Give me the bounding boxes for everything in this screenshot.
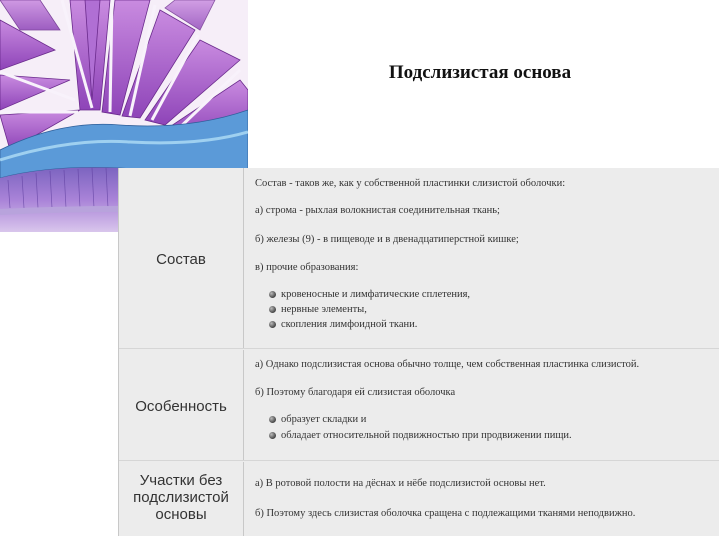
row-label-feature: Особенность (135, 398, 227, 415)
table-row-composition (119, 168, 719, 349)
row-label-line: Участки без (139, 472, 223, 489)
bullet-text: образует складки и (281, 414, 367, 425)
row-text-line: Состав - таков же, как у собственной пластинки слизистой оболочки: (255, 178, 566, 189)
row-text-line: б) железы (9) - в пищеводе и в двенадцатиперстной кишке; (255, 234, 519, 245)
slide-title: Подслизистая основа (388, 62, 572, 83)
bullet-icon (269, 416, 276, 423)
bullet-icon (269, 432, 276, 439)
row-text-line: б) Поэтому здесь слизистая оболочка сращена с подлежащими тканями неподвижно. (255, 508, 636, 519)
bullet-text: обладает относительной подвижностью при продвижении пищи. (281, 430, 572, 441)
bullet-item (281, 430, 572, 441)
bullet-text: нервные элементы, (281, 304, 367, 315)
table-row-feature (119, 350, 719, 461)
row-text-line: в) прочие образования: (255, 262, 359, 273)
bullet-item (281, 319, 417, 330)
column-divider (243, 350, 244, 460)
bullet-icon (269, 291, 276, 298)
row-text-line: а) строма - рыхлая волокнистая соединительная ткань; (255, 205, 500, 216)
row-text-line: б) Поэтому благодаря ей слизистая оболочка (255, 387, 456, 398)
bullet-item (281, 414, 366, 425)
bullet-icon (269, 321, 276, 328)
bullet-text: скопления лимфоидной ткани. (281, 319, 418, 330)
row-label-areas-without (119, 472, 243, 523)
row-label-line: основы (155, 506, 207, 523)
bullet-icon (269, 306, 276, 313)
row-label-composition: Состав (156, 251, 206, 268)
column-divider (243, 462, 244, 536)
column-divider (243, 168, 244, 348)
bullet-item (281, 304, 367, 315)
bullet-item (281, 289, 470, 300)
info-table (118, 168, 719, 536)
table-row-areas-without (119, 462, 719, 536)
row-text-line: а) Однако подслизистая основа обычно толще, чем собственная пластинка слизистой. (255, 359, 640, 370)
row-text-line: а) В ротовой полости на дёснах и нёбе подслизистой основы нет. (255, 478, 546, 489)
bullet-text: кровеносные и лимфатические сплетения, (281, 289, 471, 300)
row-label-line: подслизистой (133, 489, 229, 506)
